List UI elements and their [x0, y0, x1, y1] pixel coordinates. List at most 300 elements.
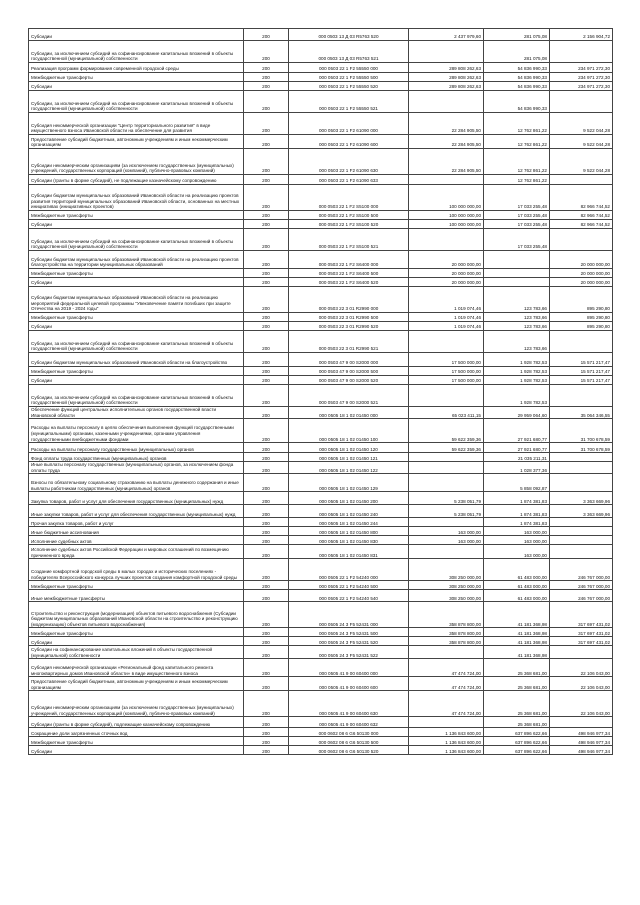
- row-name: Субсидия некоммерческой организации «Региональный фонд капитального ремонта многоквартирных домов Ивановской области» в виде имущественного взноса: [29, 659, 244, 677]
- row-name: Создание комфортной городской среды в малых городах и исторических поселениях - победителях Всероссийского конкурса лучших проектов создания комфортной городской среды: [29, 559, 244, 581]
- row-name: Взносы по обязательному социальному страхованию на выплаты денежного содержания и иные выплаты работникам государственных (муниципальных) органов: [29, 474, 244, 492]
- table-row: [29, 287, 613, 313]
- row-line-code: 200: [244, 691, 289, 717]
- row-unexecuted-amount: 317 697 431,02: [550, 628, 613, 637]
- row-line-code: 200: [244, 637, 289, 646]
- row-approved-amount: 1 019 074,46: [409, 287, 484, 313]
- table-row: [29, 322, 613, 331]
- row-executed-amount: 54 836 990,33: [484, 73, 550, 82]
- row-executed-amount: 29 959 064,60: [484, 407, 550, 419]
- row-executed-amount: 12 762 861,22: [484, 149, 550, 175]
- row-unexecuted-amount: 35 064 346,55: [550, 407, 613, 419]
- row-budget-code: 000 0503 47 9 00 S2000 521: [289, 385, 409, 407]
- row-unexecuted-amount: [550, 175, 613, 185]
- row-unexecuted-amount: 246 767 000,00: [550, 559, 613, 581]
- row-budget-code: 000 0602 08 6 G6 50130 000: [289, 728, 409, 737]
- row-approved-amount: [409, 385, 484, 407]
- row-unexecuted-amount: 82 966 744,52: [550, 211, 613, 220]
- row-unexecuted-amount: 3 363 669,96: [550, 492, 613, 505]
- table-row: [29, 91, 613, 113]
- row-budget-code: 000 0503 22 1 F2 S6400 500: [289, 269, 409, 278]
- row-approved-amount: [409, 545, 484, 559]
- row-executed-amount: 54 836 990,33: [484, 82, 550, 91]
- row-approved-amount: [409, 41, 484, 63]
- row-budget-code: 000 0505 24 3 F5 52431 000: [289, 602, 409, 628]
- row-executed-amount: [484, 269, 550, 278]
- row-budget-code: 000 0505 18 1 02 01450 122: [289, 462, 409, 474]
- row-budget-code: 000 0505 24 3 F5 52431 520: [289, 637, 409, 646]
- row-budget-code: 000 0505 22 1 F2 54240 500: [289, 581, 409, 590]
- row-executed-amount: 27 921 680,77: [484, 419, 550, 443]
- row-unexecuted-amount: 15 571 217,47: [550, 353, 613, 367]
- row-budget-code: 000 0503 22 1 F2 S5100 521: [289, 229, 409, 251]
- budget-execution-table: [28, 28, 613, 755]
- row-executed-amount: 1 928 782,53: [484, 376, 550, 385]
- row-line-code: 200: [244, 717, 289, 728]
- row-budget-code: 000 0505 41 9 00 60400 632: [289, 717, 409, 728]
- row-unexecuted-amount: 31 700 678,59: [550, 419, 613, 443]
- row-unexecuted-amount: 15 571 217,47: [550, 376, 613, 385]
- row-executed-amount: 17 033 255,48: [484, 220, 550, 229]
- row-name: Субсидии некоммерческим организациям (за исключением государственных (муниципальных) учреждений, государственных корпораций (компаний), публично-правовых компаний): [29, 149, 244, 175]
- row-name: Межбюджетные трансферты: [29, 313, 244, 322]
- table-row: [29, 637, 613, 646]
- row-budget-code: 000 0505 41 9 00 60400 600: [289, 677, 409, 691]
- row-line-code: 200: [244, 313, 289, 322]
- table-row: [29, 536, 613, 545]
- table-row: [29, 407, 613, 419]
- row-executed-amount: 1 874 381,83: [484, 518, 550, 527]
- row-budget-code: 000 0503 22 1 F2 S5100 000: [289, 185, 409, 211]
- row-line-code: 200: [244, 492, 289, 505]
- table-row: [29, 677, 613, 691]
- row-name: Иные межбюджетные трансферты: [29, 590, 244, 602]
- row-budget-code: 000 0503 22 1 F2 55550 000: [289, 63, 409, 73]
- row-approved-amount: 289 808 262,63: [409, 82, 484, 91]
- row-unexecuted-amount: 498 946 977,34: [550, 737, 613, 746]
- row-unexecuted-amount: [550, 646, 613, 659]
- row-budget-code: 000 0503 22 1 F2 55550 520: [289, 82, 409, 91]
- row-executed-amount: 61 483 000,00: [484, 559, 550, 581]
- row-line-code: 200: [244, 287, 289, 313]
- row-unexecuted-amount: 3 363 669,96: [550, 505, 613, 518]
- table-body: [29, 29, 613, 755]
- row-line-code: 200: [244, 251, 289, 269]
- row-line-code: 200: [244, 746, 289, 755]
- row-unexecuted-amount: 20 000 000,00: [550, 269, 613, 278]
- row-executed-amount: 25 368 681,00: [484, 659, 550, 677]
- row-approved-amount: 20 000 000,00: [409, 269, 484, 278]
- row-approved-amount: 47 474 724,00: [409, 659, 484, 677]
- row-name: Расходы на выплаты персоналу в целях обеспечения выполнения функций государственными (муниципальными) органами, казенными учреждениями, органами управления государственными внебюджетными фондами: [29, 419, 244, 443]
- row-executed-amount: 123 783,66: [484, 331, 550, 353]
- row-line-code: 200: [244, 185, 289, 211]
- row-budget-code: 000 0503 22 1 F2 55550 521: [289, 91, 409, 113]
- row-name: Субсидия некоммерческой организации "Центр территориального развития" в виде имущественного взноса Ивановской области на обеспечение для развития: [29, 113, 244, 135]
- row-name: Предоставление субсидий бюджетным, автономным учреждениям и иным некоммерческим организациям: [29, 677, 244, 691]
- row-approved-amount: 17 500 000,00: [409, 367, 484, 376]
- row-name: Межбюджетные трансферты: [29, 269, 244, 278]
- row-unexecuted-amount: 234 971 272,30: [550, 63, 613, 73]
- row-unexecuted-amount: 498 946 977,34: [550, 728, 613, 737]
- row-name: Межбюджетные трансферты: [29, 73, 244, 82]
- row-executed-amount: 41 181 368,98: [484, 637, 550, 646]
- row-line-code: 200: [244, 677, 289, 691]
- table-row: [29, 737, 613, 746]
- row-budget-code: 000 0505 22 1 F2 54240 540: [289, 590, 409, 602]
- row-approved-amount: 100 000 000,00: [409, 220, 484, 229]
- row-line-code: 200: [244, 269, 289, 278]
- row-executed-amount: 41 181 368,98: [484, 602, 550, 628]
- row-budget-code: 000 0503 22 1 F2 61090 000: [289, 113, 409, 135]
- row-name: Предоставление субсидий бюджетным, автономным учреждениям и иным некоммерческим организациям: [29, 135, 244, 149]
- row-name: Межбюджетные трансферты: [29, 367, 244, 376]
- row-approved-amount: 59 622 359,36: [409, 443, 484, 453]
- row-line-code: 200: [244, 211, 289, 220]
- row-approved-amount: 1 136 843 600,00: [409, 737, 484, 746]
- row-unexecuted-amount: [550, 462, 613, 474]
- row-unexecuted-amount: 9 522 044,28: [550, 149, 613, 175]
- row-executed-amount: 21 035 211,31: [484, 453, 550, 462]
- row-approved-amount: 358 878 800,00: [409, 628, 484, 637]
- row-unexecuted-amount: 317 697 431,02: [550, 637, 613, 646]
- row-executed-amount: 637 896 622,66: [484, 746, 550, 755]
- row-executed-amount: 17 033 255,48: [484, 185, 550, 211]
- row-name: Расходы на выплаты персоналу государственных (муниципальных) органов: [29, 443, 244, 453]
- table-row: [29, 691, 613, 717]
- row-approved-amount: 22 284 905,50: [409, 149, 484, 175]
- row-executed-amount: 123 783,66: [484, 287, 550, 313]
- row-name: Закупка товаров, работ и услуг для обеспечения государственных (муниципальных) нужд: [29, 492, 244, 505]
- table-row: [29, 278, 613, 287]
- row-line-code: 200: [244, 419, 289, 443]
- table-row: [29, 462, 613, 474]
- row-approved-amount: [409, 453, 484, 462]
- row-executed-amount: 637 896 622,66: [484, 728, 550, 737]
- row-approved-amount: 2 437 979,60: [409, 29, 484, 41]
- row-line-code: 200: [244, 474, 289, 492]
- row-unexecuted-amount: 22 106 043,00: [550, 691, 613, 717]
- row-unexecuted-amount: 31 700 678,59: [550, 443, 613, 453]
- row-executed-amount: 25 368 681,00: [484, 717, 550, 728]
- row-name: Обеспечение функций центральных исполнительных органов государственной власти Ивановской области: [29, 407, 244, 419]
- row-approved-amount: 289 808 262,63: [409, 73, 484, 82]
- row-approved-amount: 47 474 724,00: [409, 691, 484, 717]
- table-row: [29, 220, 613, 229]
- row-approved-amount: 5 238 051,79: [409, 505, 484, 518]
- row-line-code: 200: [244, 367, 289, 376]
- row-line-code: 200: [244, 407, 289, 419]
- row-unexecuted-amount: 82 966 744,52: [550, 185, 613, 211]
- row-executed-amount: 1 028 377,36: [484, 462, 550, 474]
- row-name: Межбюджетные трансферты: [29, 628, 244, 637]
- row-approved-amount: 358 878 800,00: [409, 602, 484, 628]
- row-unexecuted-amount: 246 767 000,00: [550, 581, 613, 590]
- row-budget-code: 000 0505 24 3 F5 52431 522: [289, 646, 409, 659]
- row-budget-code: 000 0505 18 1 02 01450 120: [289, 443, 409, 453]
- row-executed-amount: 54 836 990,33: [484, 63, 550, 73]
- row-line-code: 200: [244, 29, 289, 41]
- row-budget-code: 000 0505 18 1 02 01450 800: [289, 527, 409, 536]
- row-budget-code: 000 0503 22 1 F2 61090 633: [289, 175, 409, 185]
- row-budget-code: 000 0505 18 1 02 01450 121: [289, 453, 409, 462]
- row-approved-amount: [409, 518, 484, 527]
- row-name: Субсидии, за исключением субсидий на софинансирование капитальных вложений в объекты государственной (муниципальной) собственности: [29, 331, 244, 353]
- row-unexecuted-amount: [550, 385, 613, 407]
- table-row: [29, 581, 613, 590]
- table-row: [29, 353, 613, 367]
- row-unexecuted-amount: [550, 453, 613, 462]
- row-line-code: 200: [244, 646, 289, 659]
- row-executed-amount: 17 033 255,48: [484, 211, 550, 220]
- row-executed-amount: 163 000,00: [484, 536, 550, 545]
- row-line-code: 200: [244, 135, 289, 149]
- table-row: [29, 717, 613, 728]
- row-approved-amount: 22 284 905,50: [409, 113, 484, 135]
- table-row: [29, 175, 613, 185]
- table-row: [29, 211, 613, 220]
- row-unexecuted-amount: [550, 474, 613, 492]
- row-unexecuted-amount: 22 106 043,00: [550, 677, 613, 691]
- table-row: [29, 419, 613, 443]
- row-budget-code: 000 0505 24 3 F5 52431 500: [289, 628, 409, 637]
- row-budget-code: 000 0505 41 9 00 60400 630: [289, 691, 409, 717]
- row-executed-amount: 12 762 861,22: [484, 175, 550, 185]
- row-approved-amount: 59 622 359,36: [409, 419, 484, 443]
- table-row: [29, 559, 613, 581]
- row-name: Субсидии, за исключением субсидий на софинансирование капитальных вложений в объекты государственной (муниципальной) собственности: [29, 229, 244, 251]
- table-row: [29, 331, 613, 353]
- row-line-code: 200: [244, 229, 289, 251]
- row-name: Субсидии некоммерческим организациям (за исключением государственных (муниципальных) учреждений, государственных корпораций (компаний), публично-правовых компаний): [29, 691, 244, 717]
- row-line-code: 200: [244, 659, 289, 677]
- row-executed-amount: 5 858 092,87: [484, 474, 550, 492]
- table-row: [29, 602, 613, 628]
- table-row: [29, 29, 613, 41]
- row-approved-amount: 1 019 074,46: [409, 313, 484, 322]
- row-budget-code: 000 0505 18 1 02 01450 830: [289, 536, 409, 545]
- row-unexecuted-amount: 317 697 431,02: [550, 602, 613, 628]
- row-approved-amount: [409, 91, 484, 113]
- row-approved-amount: 358 878 800,00: [409, 637, 484, 646]
- row-approved-amount: [409, 175, 484, 185]
- row-unexecuted-amount: [550, 536, 613, 545]
- row-line-code: 200: [244, 628, 289, 637]
- row-executed-amount: 637 896 622,66: [484, 737, 550, 746]
- table-row: [29, 527, 613, 536]
- row-budget-code: 000 0505 22 1 F2 54240 000: [289, 559, 409, 581]
- document-page: [28, 28, 612, 871]
- row-budget-code: 000 0505 18 1 02 01450 000: [289, 407, 409, 419]
- row-approved-amount: 163 000,00: [409, 527, 484, 536]
- row-approved-amount: 308 250 000,00: [409, 559, 484, 581]
- row-name: Субсидии: [29, 220, 244, 229]
- row-unexecuted-amount: 895 290,80: [550, 287, 613, 313]
- row-unexecuted-amount: [550, 717, 613, 728]
- row-name: Субсидии: [29, 376, 244, 385]
- row-name: Субсидии: [29, 637, 244, 646]
- row-name: Субсидии на софинансирование капитальных вложений в объекты государственной (муниципальной) собственности: [29, 646, 244, 659]
- row-name: Субсидии (гранты в форме субсидий), подлежащие казначейскому сопровождению: [29, 717, 244, 728]
- row-line-code: 200: [244, 91, 289, 113]
- row-line-code: 200: [244, 220, 289, 229]
- row-budget-code: 000 0503 22 3 01 R2990 520: [289, 322, 409, 331]
- table-row: [29, 251, 613, 269]
- row-line-code: 200: [244, 443, 289, 453]
- row-line-code: 200: [244, 63, 289, 73]
- row-budget-code: 000 0503 22 1 F2 S6400 520: [289, 278, 409, 287]
- row-unexecuted-amount: [550, 41, 613, 63]
- row-line-code: 200: [244, 322, 289, 331]
- row-executed-amount: 41 181 368,98: [484, 646, 550, 659]
- row-approved-amount: 65 023 411,15: [409, 407, 484, 419]
- row-executed-amount: 27 921 680,77: [484, 443, 550, 453]
- row-name: Субсидии: [29, 322, 244, 331]
- row-budget-code: 000 0505 18 1 02 01450 244: [289, 518, 409, 527]
- table-row: [29, 82, 613, 91]
- table-row: [29, 313, 613, 322]
- table-row: [29, 545, 613, 559]
- row-unexecuted-amount: 2 156 904,72: [550, 29, 613, 41]
- row-unexecuted-amount: [550, 229, 613, 251]
- row-budget-code: 000 0602 08 6 G6 50130 520: [289, 746, 409, 755]
- row-budget-code: 000 0503 22 3 01 R2990 000: [289, 287, 409, 313]
- row-executed-amount: 163 000,00: [484, 545, 550, 559]
- row-approved-amount: 100 000 000,00: [409, 211, 484, 220]
- row-name: Иные закупки товаров, работ и услуг для обеспечения государственных (муниципальных) нужд: [29, 505, 244, 518]
- row-name: Прочая закупка товаров, работ и услуг: [29, 518, 244, 527]
- row-budget-code: 000 0503 22 1 F2 61090 600: [289, 135, 409, 149]
- row-executed-amount: 54 836 990,33: [484, 91, 550, 113]
- row-line-code: 200: [244, 353, 289, 367]
- row-budget-code: 000 0505 18 1 02 01450 831: [289, 545, 409, 559]
- row-approved-amount: 289 808 262,63: [409, 63, 484, 73]
- table-row: [29, 41, 613, 63]
- row-line-code: 200: [244, 453, 289, 462]
- row-budget-code: 000 0505 18 1 02 01450 200: [289, 492, 409, 505]
- row-line-code: 200: [244, 82, 289, 91]
- table-row: [29, 474, 613, 492]
- row-line-code: 200: [244, 175, 289, 185]
- row-line-code: 200: [244, 149, 289, 175]
- row-line-code: 200: [244, 331, 289, 353]
- row-line-code: 200: [244, 728, 289, 737]
- row-budget-code: 000 0503 47 9 00 S2000 000: [289, 353, 409, 367]
- row-budget-code: 000 0503 22 1 F2 55550 500: [289, 73, 409, 82]
- row-approved-amount: [409, 331, 484, 353]
- row-unexecuted-amount: [550, 91, 613, 113]
- row-approved-amount: 20 000 000,00: [409, 278, 484, 287]
- row-budget-code: 000 0602 08 6 G6 50130 500: [289, 737, 409, 746]
- row-line-code: 200: [244, 602, 289, 628]
- row-name: Строительство и реконструкция (модернизация) объектов питьевого водоснабжения (Субсидии бюджетам муниципальных образований Ивановской области на строительство и реконструкцию (модернизацию) объектов питьевого водоснабжения): [29, 602, 244, 628]
- row-executed-amount: 1 928 782,53: [484, 385, 550, 407]
- row-name: Субсидии: [29, 82, 244, 91]
- row-unexecuted-amount: 498 946 977,34: [550, 746, 613, 755]
- row-approved-amount: [409, 229, 484, 251]
- row-line-code: 200: [244, 385, 289, 407]
- row-unexecuted-amount: 20 000 000,00: [550, 278, 613, 287]
- row-name: Сокращение доли загрязненных сточных вод: [29, 728, 244, 737]
- row-line-code: 200: [244, 462, 289, 474]
- row-approved-amount: 5 238 051,79: [409, 492, 484, 505]
- row-line-code: 200: [244, 527, 289, 536]
- row-executed-amount: 1 928 782,53: [484, 367, 550, 376]
- table-row: [29, 728, 613, 737]
- row-line-code: 200: [244, 737, 289, 746]
- row-name: Межбюджетные трансферты: [29, 581, 244, 590]
- row-unexecuted-amount: 234 971 272,30: [550, 73, 613, 82]
- row-budget-code: 000 0505 18 1 02 01450 100: [289, 419, 409, 443]
- row-name: Исполнение судебных актов: [29, 536, 244, 545]
- row-budget-code: 000 0503 22 1 F2 S5100 500: [289, 211, 409, 220]
- row-name: Реализация программ формирования современной городской среды: [29, 63, 244, 73]
- table-row: [29, 505, 613, 518]
- row-name: Иные выплаты персоналу государственных (муниципальных) органов, за исключением фонда оплаты труда: [29, 462, 244, 474]
- row-line-code: 200: [244, 518, 289, 527]
- row-unexecuted-amount: 22 106 043,00: [550, 659, 613, 677]
- row-name: Иные бюджетные ассигнования: [29, 527, 244, 536]
- row-name: Субсидии, за исключением субсидий на софинансирование капитальных вложений в объекты государственной (муниципальной) собственности: [29, 41, 244, 63]
- row-executed-amount: 41 181 368,98: [484, 628, 550, 637]
- row-budget-code: 000 0505 18 1 02 01450 129: [289, 474, 409, 492]
- row-line-code: 200: [244, 536, 289, 545]
- row-budget-code: 000 0503 47 9 00 S2000 520: [289, 376, 409, 385]
- table-row: [29, 590, 613, 602]
- row-name: Фонд оплаты труда государственных (муниципальных) органов: [29, 453, 244, 462]
- row-line-code: 200: [244, 41, 289, 63]
- row-approved-amount: 1 019 074,46: [409, 322, 484, 331]
- row-line-code: 200: [244, 545, 289, 559]
- row-line-code: 200: [244, 581, 289, 590]
- row-budget-code: 000 0503 22 1 F2 S6400 000: [289, 251, 409, 269]
- row-approved-amount: 308 250 000,00: [409, 590, 484, 602]
- row-executed-amount: 163 000,00: [484, 527, 550, 536]
- row-unexecuted-amount: [550, 545, 613, 559]
- row-line-code: 200: [244, 590, 289, 602]
- row-approved-amount: 1 136 843 600,00: [409, 746, 484, 755]
- row-executed-amount: 281 075,08: [484, 29, 550, 41]
- row-approved-amount: 47 474 724,00: [409, 677, 484, 691]
- row-unexecuted-amount: [550, 527, 613, 536]
- table-row: [29, 367, 613, 376]
- row-name: Субсидии: [29, 278, 244, 287]
- row-approved-amount: [409, 474, 484, 492]
- row-executed-amount: [484, 251, 550, 269]
- row-budget-code: 000 0503 22 3 01 R2990 521: [289, 331, 409, 353]
- table-row: [29, 659, 613, 677]
- table-row: [29, 149, 613, 175]
- row-name: Межбюджетные трансферты: [29, 737, 244, 746]
- table-row: [29, 746, 613, 755]
- row-name: Исполнение судебных актов Российской Федерации и мировых соглашений по возмещению причиненного вреда: [29, 545, 244, 559]
- row-unexecuted-amount: 9 522 044,28: [550, 135, 613, 149]
- table-row: [29, 385, 613, 407]
- table-row: [29, 269, 613, 278]
- row-executed-amount: 25 368 681,00: [484, 677, 550, 691]
- row-executed-amount: 17 033 255,48: [484, 229, 550, 251]
- row-line-code: 200: [244, 113, 289, 135]
- row-executed-amount: 281 075,08: [484, 41, 550, 63]
- row-budget-code: 000 0505 18 1 02 01450 240: [289, 505, 409, 518]
- row-approved-amount: 20 000 000,00: [409, 251, 484, 269]
- table-row: [29, 443, 613, 453]
- row-executed-amount: 1 874 381,83: [484, 505, 550, 518]
- row-name: Субсидии бюджетам муниципальных образований Ивановской области на реализацию проектов благоустройства на территории муниципальных образований: [29, 251, 244, 269]
- row-name: Субсидии: [29, 29, 244, 41]
- row-approved-amount: [409, 462, 484, 474]
- row-name: Субсидии, за исключением субсидий на софинансирование капитальных вложений в объекты государственной (муниципальной) собственности: [29, 91, 244, 113]
